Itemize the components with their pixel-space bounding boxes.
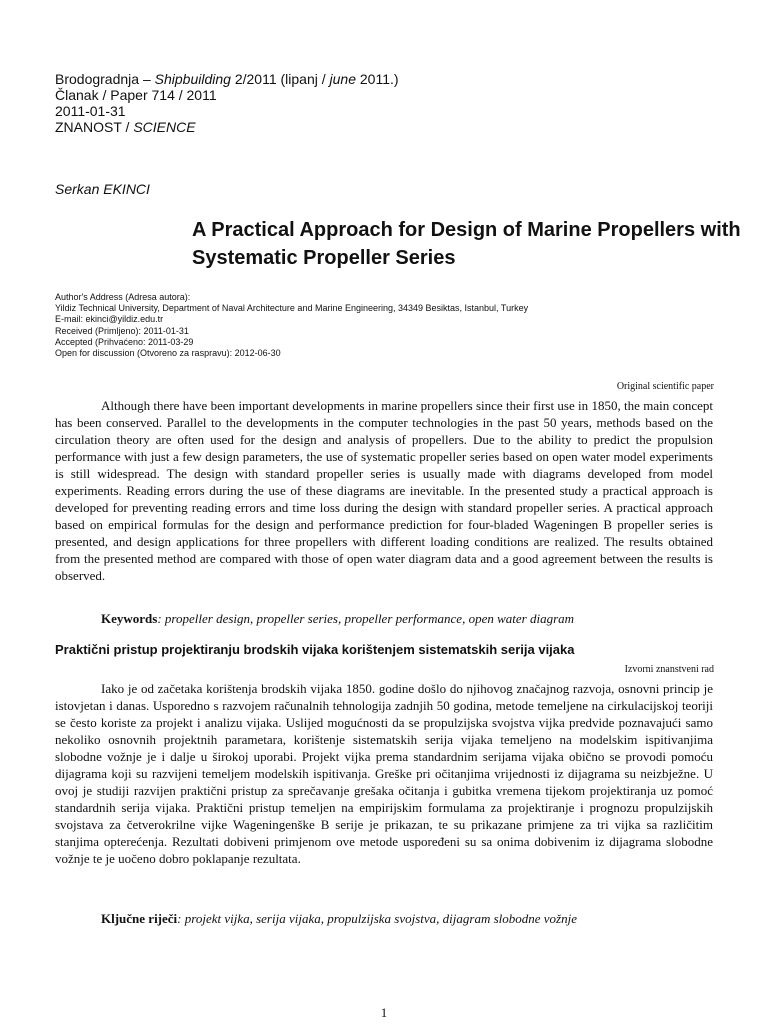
keywords-hr-list: : projekt vijka, serija vijaka, propulzijska svojstva, dijagram slobodne vožnje — [177, 911, 577, 926]
keywords-en-label: Keywords — [101, 611, 158, 626]
article-header — [55, 71, 399, 135]
journal-issue: 2/2011 (lipanj / — [230, 71, 330, 87]
paper-title: A Practical Approach for Design of Marine Propellers with Systematic Propeller Series — [192, 219, 741, 269]
discussion-date: Open for discussion (Otvoreno za raspravu): 2012-06-30 — [55, 348, 281, 359]
received-date: Received (Primljeno): 2011-01-31 — [55, 325, 189, 336]
accepted-date: Accepted (Prihvaćeno: 2011-03-29 — [55, 336, 194, 347]
abstract-hr — [55, 680, 713, 867]
paper-title-hr: Praktični pristup projektiranju brodskih vijaka korištenjem sistematskih serija vijaka — [55, 642, 575, 657]
abstract-en — [55, 397, 713, 584]
keywords-en — [101, 611, 574, 627]
journal-line — [55, 71, 399, 87]
abstract-hr-text: Iako je od začetaka korištenja brodskih vijaka 1850. godine došlo do njihovog značajnog razvoja, osnovni princip je istovjetan i danas. Usporedno s razvojem računalnih tehnologija zadnjih 50 godina, metode temeljene na cirkulacijskoj teoriji se često koriste za projekt i analizu vijaka. Uslijed mogućnosti da se propulzijska svojstva vijka predvide poznavajući samo nekoliko osnovnih projektnih parametara, korištenje sistematskih serija vijaka temeljeno na modelskim ispitivanjima slobodne vožnje je i dalje u širokoj uporabi. Projekt vijka prema standardnim serijama vijaka obično se provodi pomoću dijagrama koji su razvijeni temeljem modelskih ispitivanja. Greške pri očitanjima vrijednosti iz dijagrama su neizbježne. U ovoj je studiji razvijen praktični pristup za sprečavanje grešaka očitanja i gubitka vremena tijekom projektiranja uz pomoć standardnih serija vijaka. Praktični pristup temeljen na empirijskim formulama za projektiranje i prognozu propulzijskih svojstava za četverokrilne vijke Wageningenške B serije je prikazan, te su prikazane primjene za tri vijka sa različitim stanjima opterećenja. Rezultati dobiveni primjenom ove metode uspoređeni su sa onima dobivenim iz dijagrama slobodne vožnje te je uočeno dobro poklapanje rezultata. — [55, 681, 713, 866]
journal-name-hr: Brodogradnja – — [55, 71, 155, 87]
address-label: Author's Address (Adresa autora): — [55, 292, 191, 302]
journal-year: 2011.) — [356, 71, 399, 87]
paper-category — [55, 119, 399, 135]
paper-type-en: Original scientific paper — [616, 381, 714, 392]
keywords-hr — [101, 911, 577, 927]
email: E-mail: ekinci@yildiz.edu.tr — [55, 314, 164, 325]
keywords-en-list: : propeller design, propeller series, propeller performance, open water diagram — [157, 611, 575, 626]
journal-month-en: june — [329, 71, 356, 87]
journal-name-en: Shipbuilding — [154, 71, 231, 87]
author-metadata — [55, 292, 528, 359]
author-name: Serkan EKINCI — [55, 181, 150, 197]
paper-number: Članak / Paper 714 / 2011 — [55, 87, 217, 103]
category-hr: ZNANOST / — [55, 119, 134, 135]
affiliation: Yildiz Technical University, Department of Naval Architecture and Marine Engineering, 34349 Besiktas, Istanbul, Turkey — [55, 303, 529, 314]
category-en: SCIENCE — [133, 119, 196, 135]
paper-date: 2011-01-31 — [55, 103, 126, 119]
abstract-en-text: Although there have been important developments in marine propellers since their first use in 1850, the main concept has been conserved. Parallel to the developments in the computer technologies in the past 50 years, methods based on the circulation theory are often used for the design and analysis of propellers. Due to the ability to predict the propulsion performance with just a few design parameters, the use of systematic propeller series based on open water model experiments is still widespread. The design with standard propeller series is usually made with diagrams developed from model experiments. Reading errors during the use of these diagrams are inevitable. In the presented study a practical approach is developed for preventing reading errors and time loss during the design with standard propeller series. A practical approach based on empirical formulas for the design and performance prediction for four-bladed Wageningen B propeller series is presented, and design applications for three propellers with different loading conditions are realized. The results obtained from the presented method are compared with those of open water diagram data and a good agreement between the results is observed. — [55, 398, 713, 583]
keywords-hr-label: Ključne riječi — [101, 911, 178, 926]
paper-type-hr: Izvorni znanstveni rad — [624, 664, 714, 675]
page-number: 1 — [380, 1005, 388, 1020]
